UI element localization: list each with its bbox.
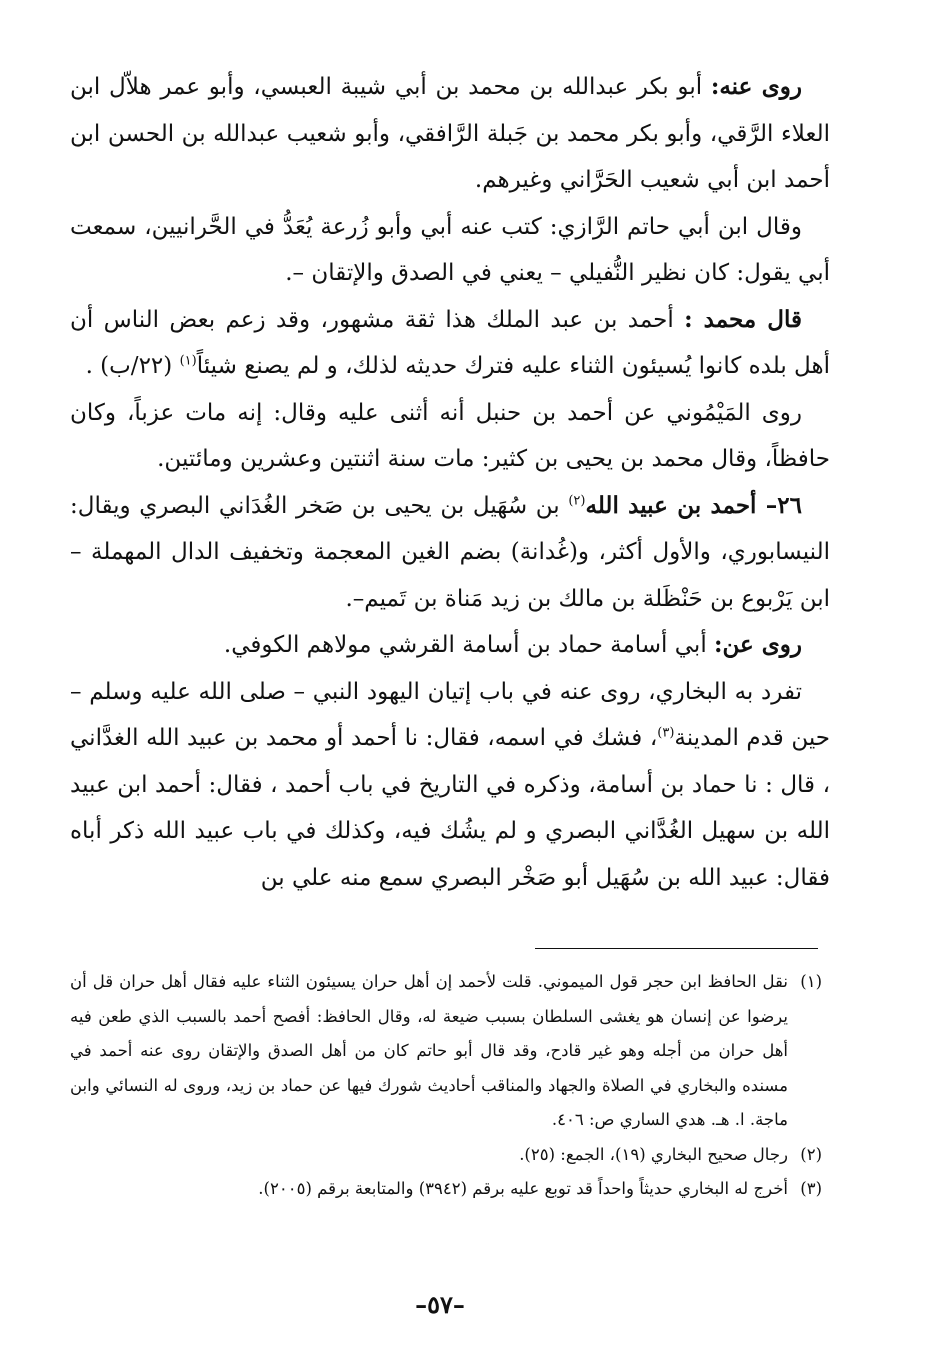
footnote-text: أخرج له البخاري حديثاً واحداً قد توبع عليه برقم (٣٩٤٢) والمتابعة برقم (٢٠٠٥).	[258, 1179, 788, 1198]
paragraph-narrators-from-him	[70, 64, 830, 204]
footnote-2	[70, 1138, 822, 1173]
footnotes	[70, 965, 822, 1207]
footnote-1	[70, 965, 822, 1138]
paragraph-text: وقال ابن أبي حاتم الرَّازي: كتب عنه أبي وأبو زُرعة يُعَدُّ في الحَّرانيين، سمعت أبي يقول: كان نظير النُّفيلي – يعني في الصدق والإتقان –.	[70, 213, 830, 286]
paragraph-narrated-from	[70, 622, 830, 669]
entry-26-heading-paragraph	[70, 483, 830, 623]
heading-narrated-from-him: روى عنه:	[710, 73, 802, 100]
footnote-ref-1[interactable]: (١)	[179, 353, 197, 369]
paragraph-text: أبو بكر عبدالله بن محمد بن أبي شيبة العبسي، وأبو عمر هلاّل ابن العلاء الرَّقي، وأبو بكر محمد بن جَبلة الرَّافقي، وأبو شعيب عبدالله بن الحسن ابن أحمد ابن أبي شعيب الحَرَّاني وغيرهم.	[70, 74, 830, 193]
paragraph-abi-hatim	[70, 204, 830, 297]
paragraph-bukhari	[70, 669, 830, 902]
paragraph-text: أبي أسامة حماد بن أسامة القرشي مولاهم الكوفي.	[223, 632, 715, 658]
footnote-3	[70, 1172, 822, 1207]
footnote-ref-3[interactable]: (٣)	[657, 725, 675, 741]
page-number: –٥٧–	[415, 1290, 465, 1319]
paragraph-text: تفرد به البخاري، روى عنه في باب إتيان اليهود النبي – صلى الله عليه وسلم – حين قدم المدينة	[70, 678, 831, 751]
heading-muhammad-said: قال محمد :	[684, 305, 802, 333]
footnote-ref-2[interactable]: (٢)	[568, 492, 586, 508]
footnote-number: (٣)	[800, 1179, 822, 1198]
paragraph-text: بن سُهَيل بن يحيى بن صَخر الغُدَاني البصري ويقال: النيسابوري، والأول أكثر، و(غُدانة) بضم الغين المعجمة وتخفيف الدال المهملة –ابن يَرْبوع بن حَنْظَلة بن مالك بن زيد مَناة بن تَميم–.	[70, 492, 830, 612]
entry-title: ٢٦– أحمد بن عبيد الله	[585, 491, 802, 519]
folio-reference: (٢٢/ب) .	[85, 353, 180, 379]
paragraph-text: أحمد بن عبد الملك هذا ثقة مشهور، وقد زعم بعض الناس أن أهل بلده كانوا يُسيئون الثناء عليه فترك حديثه لذلك، و لم يصنع شيئاً	[70, 306, 830, 379]
paragraph-text: روى المَيْمُوني عن أحمد بن حنبل أنه أثنى عليه وقال: إنه مات عزباً، وكان حافظاً، وقال محمد بن يحيى بن كثير: مات سنة اثنتين وعشرين ومائتين.	[70, 399, 830, 472]
footnote-text: نقل الحافظ ابن حجر قول الميموني. قلت لأحمد إن أهل حران يسيئون الثناء عليه فقال أهل حران قل أن يرضوا عن إنسان هو يغشى السلطان بسبب ضيعة له، وقال الحافظ: أفصح أحمد بالسبب الذي طعن فيه أهل حران من أجله وهو غير قادح، وقد قال أبو حاتم كان من أهل الصدق والإتقان روى عنه أحمد في مسنده والبخاري في الصلاة والجهاد والمناقب أحاديث شورك فيها عن حماد بن زيد، وروى له النسائي وابن ماجة. ا. هـ. هدي الساري ص: ٤٠٦.	[70, 972, 788, 1129]
main-text	[70, 64, 830, 901]
paragraph-text-continued: ، فشك في اسمه، فقال: نا أحمد أو محمد بن عبيد الله الغدَّاني ، قال : نا حماد بن أسامة، وذكره في التاريخ في باب أحمد ، فقال: أحمد ابن عبيد الله بن سهيل الغُدَّاني البصري و لم يشُك فيه، وكذلك في باب عبيد الله ذكر أباه فقال: عبيد الله بن سُهَيل أبو صَخْر البصري سمع منه علي بن	[70, 725, 830, 891]
heading-narrated-from: روى عن:	[714, 631, 802, 658]
footnote-number: (١)	[800, 972, 822, 991]
footnote-number: (٢)	[800, 1144, 822, 1164]
footnote-text: رجال صحيح البخاري (١٩)، الجمع: (٢٥).	[519, 1144, 788, 1164]
paragraph-muhammad-said	[70, 297, 830, 390]
paragraph-maymuni	[70, 390, 830, 483]
footnote-divider	[535, 948, 818, 949]
